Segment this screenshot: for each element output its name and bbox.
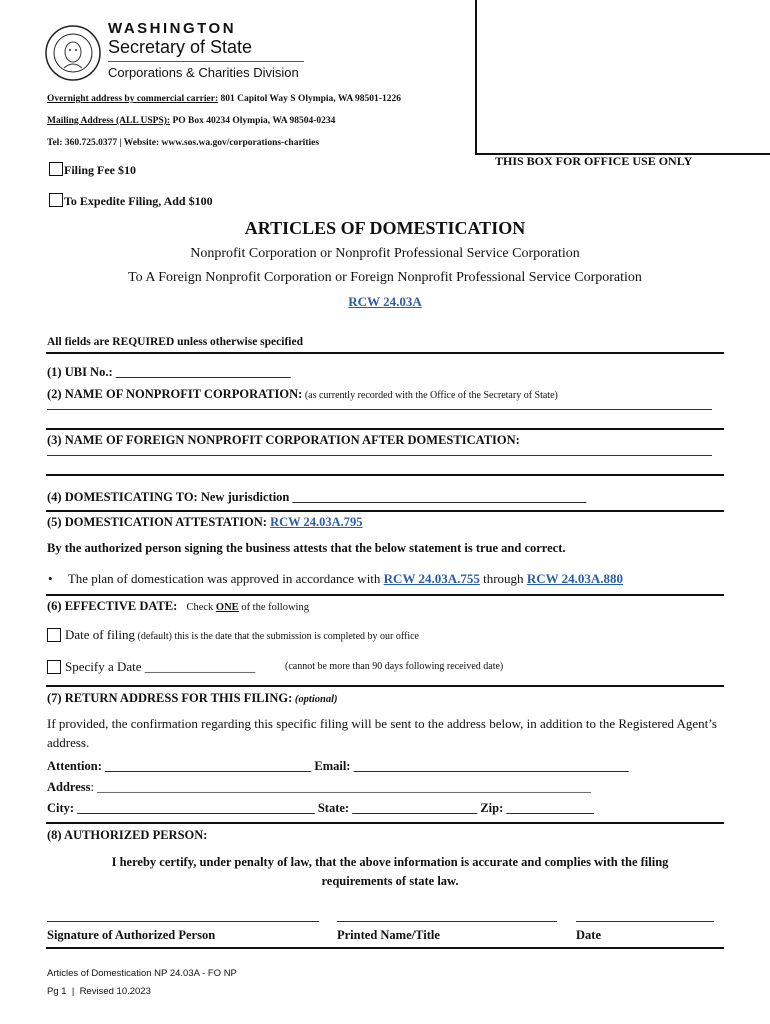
return-address-desc: If provided, the confirmation regarding this specific filing will be sent to the address below, in addition to the Registered Agent’s address. [47,716,717,750]
date-of-filing-checkbox[interactable] [47,628,61,642]
section-divider [46,947,724,949]
bullet-text: The plan of domestication was approved in accordance with [67,571,384,586]
expedite-checkbox[interactable] [49,193,63,207]
specify-date-checkbox[interactable] [47,660,61,674]
attestation-label: (5) DOMESTICATION ATTESTATION: [47,515,271,529]
seal-icon [44,24,102,82]
nonprofit-name-note: (as currently recorded with the Office of the Secretary of State) [302,390,558,401]
foreign-name-label: (3) NAME OF FOREIGN NONPROFIT CORPORATION AFTER DOMESTICATION: [47,433,520,447]
mailing-label: Mailing Address (ALL USPS): [47,116,171,126]
bullet-dot: • [48,571,53,586]
signature-input[interactable] [47,921,319,922]
jurisdiction-input[interactable]: _______________________________________________ [292,490,587,504]
expedite-label: To Expedite Filing, Add $100 [64,194,213,208]
tel-website: Tel: 360.725.0377 | Website: www.sos.wa.gov/corporations-charities [47,138,320,148]
attention-input[interactable]: _________________________________ [104,759,312,773]
address-label: Address [47,780,91,794]
effective-date-heading [47,599,309,614]
nonprofit-name-field [47,387,558,402]
attestation-heading [47,515,363,530]
return-address-heading [47,691,338,706]
bullet-link-880[interactable]: RCW 24.03A.880 [526,571,623,586]
office-use-box [475,0,770,155]
specify-date-option [65,659,255,675]
authorized-person-heading: (8) AUTHORIZED PERSON: [47,828,208,842]
org-state: WASHINGTON [108,20,237,37]
footer-form-id: Articles of Domestication NP 24.03A - FO NP [47,968,237,979]
filing-fee-checkbox[interactable] [49,162,63,176]
header-divider [108,61,304,62]
mailing-address [47,116,335,126]
specify-date-input[interactable]: _________________ [144,659,256,674]
division-name: Corporations & Charities Division [108,65,299,80]
bullet-link-755[interactable]: RCW 24.03A.755 [383,571,480,586]
ubi-field [47,365,291,380]
nonprofit-name-label: (2) NAME OF NONPROFIT CORPORATION: [47,387,303,401]
required-note: All fields are REQUIRED unless otherwise specified [47,336,303,348]
ubi-label: (1) UBI No.: [47,365,116,379]
printed-name-label: Printed Name/Title [337,928,440,942]
date-label: Date [576,928,601,942]
check-one-note: Check ONE of the following [186,602,309,613]
email-input[interactable]: ____________________________________________ [353,759,629,773]
city-input[interactable]: ______________________________________ [77,801,315,815]
overnight-value: 801 Capitol Way S Olympia, WA 98501-1226 [218,94,401,104]
org-name: Secretary of State [108,37,253,57]
city-state-zip-row [47,801,594,816]
office-use-label: THIS BOX FOR OFFICE USE ONLY [495,154,693,168]
date-input[interactable] [576,921,714,922]
footer-page: Pg 1 | Revised 10.2023 [47,986,151,997]
attention-email-row [47,759,629,774]
signature-label: Signature of Authorized Person [47,928,216,942]
address-input[interactable]: _______________________________________________________________________________ [97,780,591,794]
section-divider [46,822,724,824]
bullet-mid: through [479,571,527,586]
date-of-filing-note: (default) this is the date that the submission is completed by our office [135,631,419,642]
section-divider [46,352,724,354]
form-subtitle-2: To A Foreign Nonprofit Corporation or Foreign Nonprofit Professional Service Corporation [128,270,642,285]
state-seal [44,24,102,82]
section-divider [46,474,724,476]
attention-label: Attention: [47,759,105,773]
section-divider [46,428,724,430]
date-of-filing-label: Date of filing [65,627,136,642]
state-input[interactable]: ____________________ [352,801,478,815]
ubi-input[interactable]: ____________________________ [115,365,291,379]
overnight-label: Overnight address by commercial carrier: [47,94,219,104]
section-divider [46,510,724,512]
zip-label: Zip: [477,801,507,815]
section-divider [46,685,724,687]
form-title: ARTICLES OF DOMESTICATION [244,218,526,238]
overnight-address [47,94,401,104]
zip-input[interactable]: ______________ [506,801,594,815]
city-label: City: [47,801,78,815]
optional-note: (optional) [292,694,338,705]
specify-date-note: (cannot be more than 90 days following received date) [285,661,504,672]
effective-date-label: (6) EFFECTIVE DATE: [47,599,178,613]
foreign-name-input[interactable] [47,455,712,456]
email-label: Email: [311,759,354,773]
state-label: State: [314,801,353,815]
specify-date-label: Specify a Date [65,659,145,674]
attestation-rcw-link[interactable]: RCW 24.03A.795 [270,515,363,529]
rcw-link[interactable]: RCW 24.03A [348,294,422,309]
certify-text: I hereby certify, under penalty of law, that the above information is accurate and complies with the filing requirements of state law. [111,855,669,888]
printed-name-input[interactable] [337,921,557,922]
return-address-label: (7) RETURN ADDRESS FOR THIS FILING: [47,691,293,705]
jurisdiction-label: (4) DOMESTICATING TO: New jurisdiction [47,490,293,504]
mailing-value: PO Box 40234 Olympia, WA 98504-0234 [170,116,336,126]
date-of-filing-option [65,627,419,643]
attestation-text: By the authorized person signing the business attests that the below statement is true and correct. [47,541,566,555]
filing-fee-label: Filing Fee $10 [64,163,136,177]
section-divider [46,594,724,596]
form-subtitle-1: Nonprofit Corporation or Nonprofit Professional Service Corporation [190,246,580,261]
attestation-bullet [48,571,623,587]
jurisdiction-field [47,490,586,505]
address-row: Address: _______________________________________________________________________________ [47,780,591,794]
nonprofit-name-input[interactable] [47,409,712,410]
